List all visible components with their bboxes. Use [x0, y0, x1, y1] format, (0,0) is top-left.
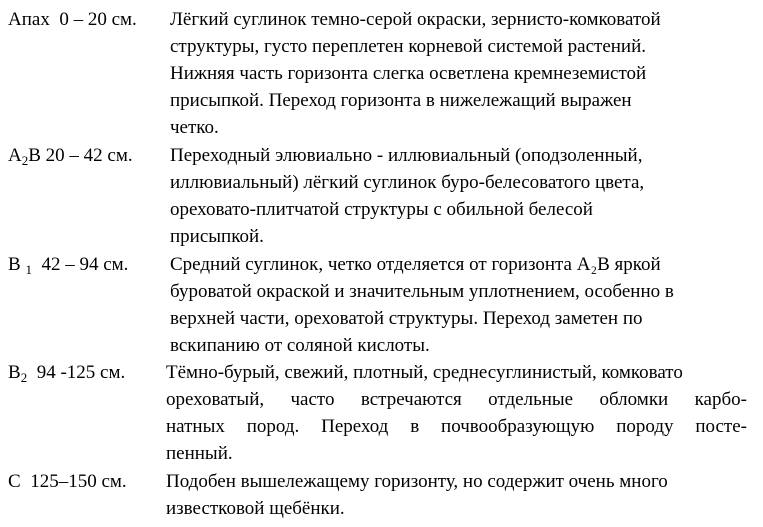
horizon-suffix: B — [28, 145, 41, 166]
horizon-depth: 125–150 см. — [30, 471, 127, 492]
horizon-label — [8, 468, 127, 495]
horizon-subscript: 2 — [20, 370, 28, 385]
horizon-description — [166, 468, 753, 522]
horizon-name: A — [8, 145, 22, 166]
horizon-subscript: 1 — [25, 262, 32, 277]
description-line: Переходный элювиально - иллювиальный (оподзоленный, — [170, 145, 643, 166]
horizon-depth: 20 – 42 см. — [45, 145, 133, 166]
description-line: Лёгкий суглинок темно-серой окраски, зернисто-комковатой — [170, 9, 661, 30]
horizon-name: C — [8, 471, 21, 492]
horizon-depth: 94 -125 см. — [36, 362, 126, 383]
horizon-description — [170, 142, 757, 250]
description-line: натных пород. Переход в почвообразующую породу посте- — [166, 416, 747, 437]
horizon-label — [8, 6, 137, 33]
horizon-label — [8, 359, 125, 386]
description-line: структуры, густо переплетен корневой системой растений. — [170, 36, 647, 57]
horizon-description — [170, 251, 757, 359]
horizon-name: B — [8, 362, 21, 383]
description-line: ореховатый, часто встречаются отдельные обломки карбо- — [166, 389, 747, 410]
horizon-label — [8, 251, 128, 278]
description-line: пенный. — [166, 443, 233, 464]
horizon-description — [170, 6, 757, 141]
horizon-depth: 0 – 20 см. — [59, 9, 137, 30]
description-line: присыпкой. — [170, 226, 264, 247]
description-line: верхней части, ореховатой структуры. Переход заметен по — [170, 308, 643, 329]
description-line: ореховато-плитчатой структуры с обильной белесой — [170, 199, 593, 220]
description-line: присыпкой. Переход горизонта в нижележащий выражен — [170, 90, 632, 111]
horizon-name: B — [8, 254, 21, 275]
description-line: вскипанию от соляной кислоты. — [170, 335, 430, 356]
description-line: иллювиальный) лёгкий суглинок буро-белесоватого цвета, — [170, 172, 645, 193]
horizon-subscript: 2 — [21, 153, 29, 168]
description-line: буроватой окраской и значительным уплотнением, особенно в — [170, 281, 674, 302]
description-line: Подобен вышележащему горизонту, но содержит очень много — [166, 471, 668, 492]
description-line: Нижняя часть горизонта слегка осветлена кремнеземистой — [170, 63, 647, 84]
description-line: Средний суглинок, четко отделяется от горизонта A₂B яркой — [170, 254, 661, 275]
horizon-label — [8, 142, 133, 169]
description-line: четко. — [170, 117, 219, 138]
horizon-name: Апах — [8, 9, 50, 30]
horizon-depth: 42 – 94 см. — [41, 254, 129, 275]
description-line: Тёмно-бурый, свежий, плотный, среднесуглинистый, комковато — [166, 362, 683, 383]
description-line: известковой щебёнки. — [166, 498, 345, 519]
horizon-description — [166, 359, 747, 467]
